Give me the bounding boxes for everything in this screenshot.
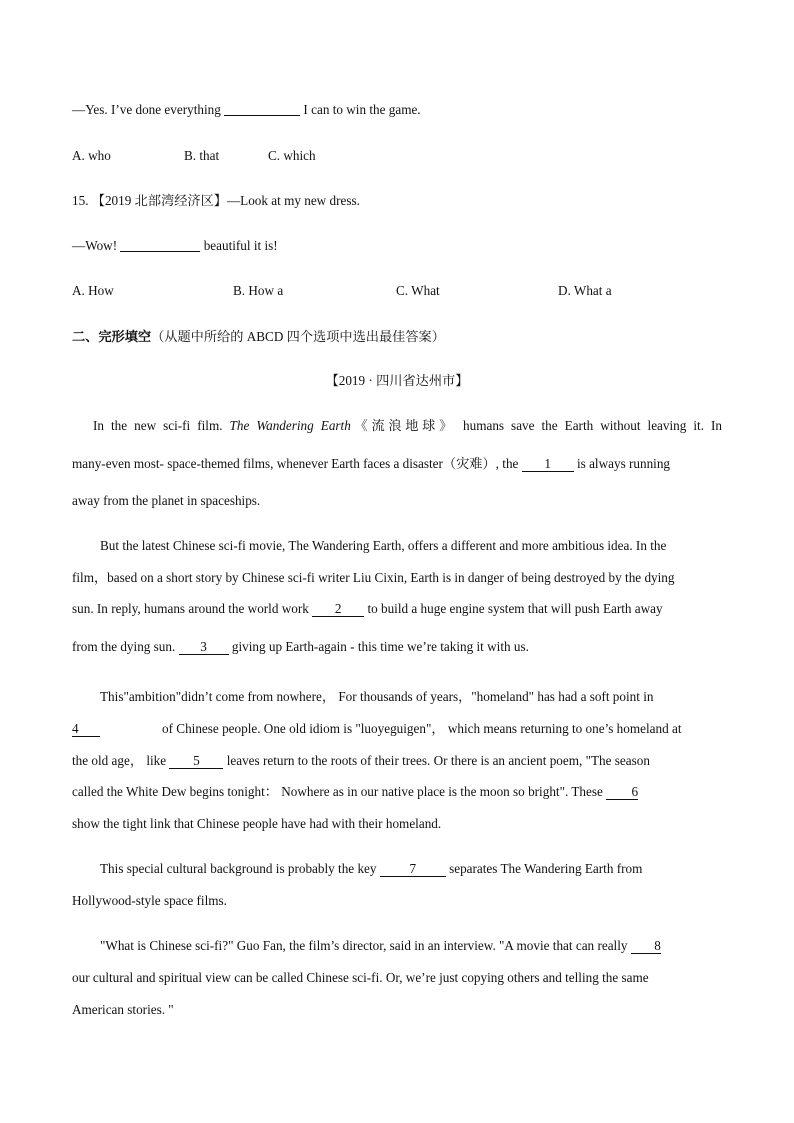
p4-line-2: Hollywood-style space films. [72,893,227,908]
p3-line-3 [72,753,722,769]
p4-line-1 [100,861,722,877]
p2-text-d: giving up Earth-again - this time we’re taking it with us. [228,639,529,654]
q15-source-tag: 【2019 北部湾经济区】 [91,193,227,208]
q15-option-c[interactable]: C. What [396,283,440,298]
blank-6[interactable]: 6 [606,784,638,800]
q14-answer-blank[interactable] [224,102,300,116]
q15-option-d[interactable]: D. What a [558,283,612,298]
p3-line-4 [72,784,722,800]
p5-text-a: "What is Chinese sci-fi?" Guo Fan, the film’s director, said in an interview. "A movie that can really [100,938,631,953]
q14-option-c[interactable]: C. which [268,148,316,163]
q14-option-b[interactable]: B. that [184,148,220,163]
p5-line-2: our cultural and spiritual view can be called Chinese sci-fi. Or, we’re just copying others and telling the same [72,970,649,985]
p3-line-5: show the tight link that Chinese people have had with their homeland. [72,816,442,831]
q15-reply-before: —Wow! [72,238,121,253]
section-heading-title: 二、完形填空 [72,329,152,344]
q15-reply-after: beautiful it is! [200,238,278,253]
p2-line-1: But the latest Chinese sci-fi movie, The Wandering Earth, offers a different and more ambitious idea. In the [100,538,667,553]
p3-text-b: the old age， like [72,753,170,768]
p1-text-c: many-even most- space-themed films, whenever Earth faces a disaster（灾难）, the [72,456,522,471]
q15-stem [72,193,360,209]
p1-text-d: is always running [573,456,671,471]
p3-line-1: This"ambition"didn’t come from nowhere， For thousands of years，"homeland" has had a soft point in [100,689,654,704]
p3-line-2 [72,721,722,737]
p1-line-3: away from the planet in spaceships. [72,493,261,508]
p3-text-a: of Chinese people. One old idiom is "luoyeguigen"， which means returning to one’s homeland at [162,721,682,736]
q14-reply-before: —Yes. I’ve done everything [72,102,225,117]
q15-answer-blank[interactable] [120,238,200,252]
p1-line-2 [72,456,722,472]
section-heading-note: （从题中所给的 ABCD 四个选项中选出最佳答案） [151,329,445,344]
blank-2[interactable]: 2 [312,601,364,617]
q15-number: 15. [72,193,92,208]
p3-text-d: called the White Dew begins tonight： Nowhere as in our native place is the moon so bright". These [72,784,607,799]
q15-option-a[interactable]: A. How [72,283,114,298]
blank-7[interactable]: 7 [380,861,446,877]
blank-4[interactable]: 4 [72,721,100,737]
p2-line-2: film，based on a short story by Chinese sci-fi writer Liu Cixin, Earth is in danger of being destroyed by the dying [72,570,675,585]
p1-text-a: In the new sci-fi film. [93,418,230,433]
p2-line-4 [72,639,722,655]
p1-text-b: 《流浪地球》 humans save the Earth without leaving it. In [350,418,723,433]
q15-stem-text: —Look at my new dress. [226,193,360,208]
p1-line-1 [93,418,722,434]
blank-5[interactable]: 5 [169,753,223,769]
q15-reply-line [72,238,278,254]
p2-text-b: to build a huge engine system that will push Earth away [364,601,663,616]
passage-source: 【2019 · 四川省达州市】 [325,373,469,388]
p5-line-1 [100,938,722,954]
p2-line-3 [72,601,722,617]
q15-option-b[interactable]: B. How a [233,283,284,298]
p3-text-c: leaves return to the roots of their trees. Or there is an ancient poem, "The season [223,753,650,768]
p5-line-3: American stories. " [72,1002,174,1017]
p4-text-b: separates The Wandering Earth from [445,861,643,876]
q14-option-a[interactable]: A. who [72,148,111,163]
blank-8[interactable]: 8 [631,938,661,954]
section-heading [72,329,445,345]
p4-text-a: This special cultural background is probably the key [100,861,380,876]
p2-text-a: sun. In reply, humans around the world work [72,601,313,616]
blank-3[interactable]: 3 [179,639,229,655]
q14-reply-line [72,102,421,118]
p2-text-c: from the dying sun. [72,639,179,654]
q14-reply-after: I can to win the game. [300,102,421,117]
blank-1[interactable]: 1 [522,456,574,472]
film-title: The Wandering Earth [229,418,351,433]
